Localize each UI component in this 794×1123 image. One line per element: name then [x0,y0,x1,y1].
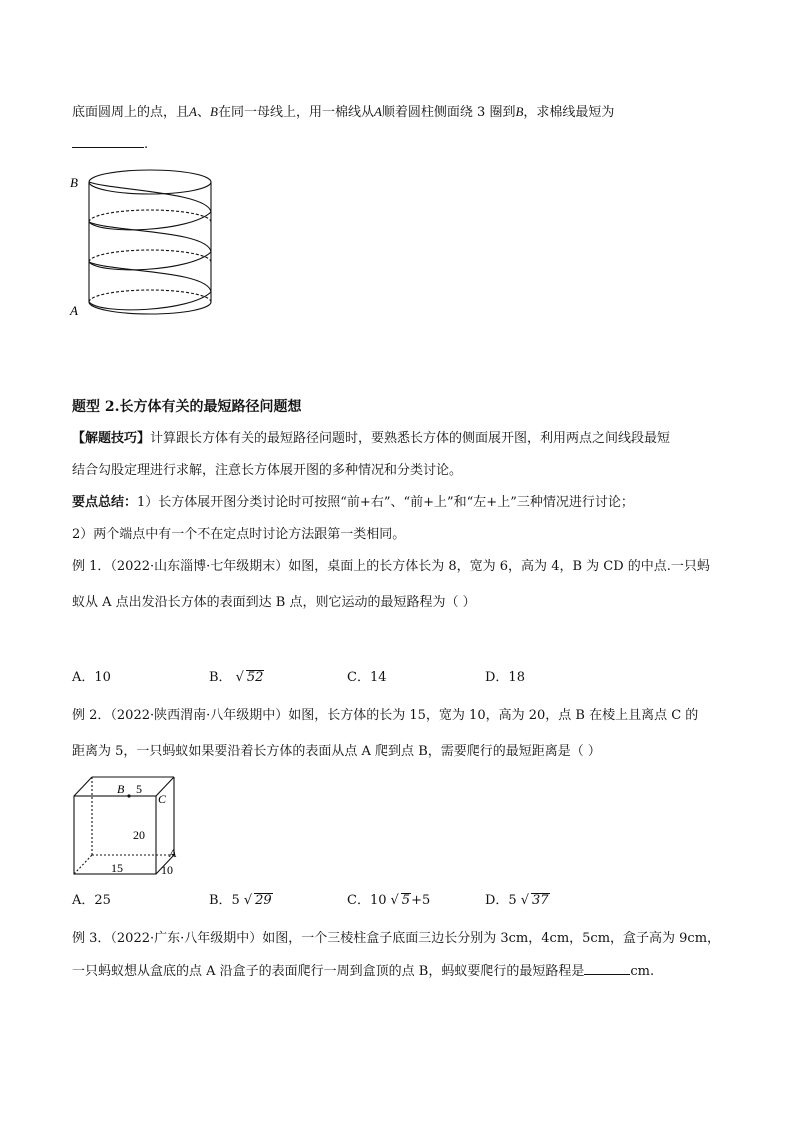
answer-blank[interactable] [584,962,630,975]
example1-line-2: 蚁从 A 点出发沿长方体的表面到达 B 点，则它运动的最短路程为（ ） [72,595,476,610]
point-label-b: B [209,104,218,119]
example1-option-d[interactable]: D．18 [485,670,525,685]
cuboid-label-10: 10 [161,863,173,877]
cylinder-label-b: B [70,175,78,190]
unit-text: cm. [630,964,655,979]
cuboid-label-20: 20 [133,828,145,842]
problem-text: 一只蚂蚁想从盒底的点 A 沿盒子的表面爬行一周到盒顶的点 B，蚂蚁要爬行的最短路程是 [72,964,585,979]
radical-sign: √ [235,670,244,685]
example2-option-b[interactable] [209,892,273,910]
example2-option-c[interactable] [347,892,430,910]
option-label: D．5 [485,893,517,908]
radicand: 52 [246,670,264,685]
point-label-a: A [373,104,382,119]
cuboid-label-c: C [158,792,167,806]
cylinder-label-a: A [70,303,78,318]
example2-line-2: 距离为 5，一只蚂蚁如果要沿着长方体的表面从点 A 爬到点 B，需要爬行的最短距离是（ ） [72,744,601,759]
example2-option-a[interactable]: A．25 [72,893,111,908]
cuboid-figure [68,772,188,882]
point-label-a: A [189,104,197,119]
radical-sign: √ [243,893,253,908]
option-label: B． [209,670,232,685]
point-label-b: B [515,104,524,119]
point-b-dot [127,794,130,797]
radicand: 5 [401,893,411,908]
problem-text: ，求棉线最短为 [523,105,615,120]
radical-sign: √ [390,893,399,908]
tip-line-1 [72,430,670,448]
cuboid-label-15: 15 [111,861,123,875]
example3-line-1: 例 3．（2022·广东·八年级期中）如图，一个三棱柱盒子底面三边长分别为 3cm，4cm，5cm，盒子高为 9cm， [72,931,721,946]
example1-option-b[interactable] [209,669,264,687]
problem-text: 在同一母线上，用一棉线从 [217,105,374,120]
cuboid-label-5: 5 [136,782,142,796]
key-line-2: 2）两个端点中有一个不在定点时讨论方法跟第一类相同。 [72,527,406,542]
separator: 、 [196,105,210,120]
key-text: 1）长方体展开图分类讨论时可按照“前+右”、“前+上”和“左+上”三种情况进行讨论； [137,495,634,510]
tip-line-2: 结合勾股定理进行求解，注意长方体展开图的多种情况和分类讨论。 [72,463,463,478]
cylinder-figure [60,160,230,330]
example1-line-1: 例 1．（2022·山东淄博·七年级期末）如图，桌面上的长方体长为 8，宽为 6，高为 4，B 为 CD 的中点.一只蚂 [72,559,710,574]
section-title: 题型 2.长方体有关的最短路径问题想 [72,399,302,415]
cylinder-problem-line [72,103,614,122]
radical-sign: √ [520,893,529,908]
example1-option-a[interactable]: A．10 [72,670,111,685]
answer-blank[interactable] [72,135,144,148]
example2-option-d[interactable] [485,892,550,910]
problem-text: 底面圆周上的点，且 [72,105,190,120]
example1-option-c[interactable]: C．14 [347,670,387,685]
cuboid-label-b: B [117,782,125,796]
cuboid-label-a: A [169,846,177,860]
radicand: 29 [255,893,272,908]
example3-line-2 [72,962,654,981]
option-label: B．5 [209,893,240,908]
tip-label: 【解题技巧】 [72,431,151,446]
tip-text: 计算跟长方体有关的最短路径问题时，要熟悉长方体的侧面展开图，利用两点之间线段最短 [150,431,671,446]
example2-line-1: 例 2．（2022·陕西渭南·八年级期中）如图，长方体的长为 15，宽为 10，高为 20，点 B 在棱上且离点 C 的 [72,708,699,723]
radicand: 37 [532,893,549,908]
period: . [144,137,149,152]
key-label: 要点总结： [72,495,138,510]
key-line-1 [72,494,634,512]
option-label: C．10 [347,893,387,908]
problem-text: 顺着圆柱侧面绕 3 圈到 [381,105,516,120]
option-tail: +5 [411,893,431,908]
answer-blank-line [72,135,148,154]
